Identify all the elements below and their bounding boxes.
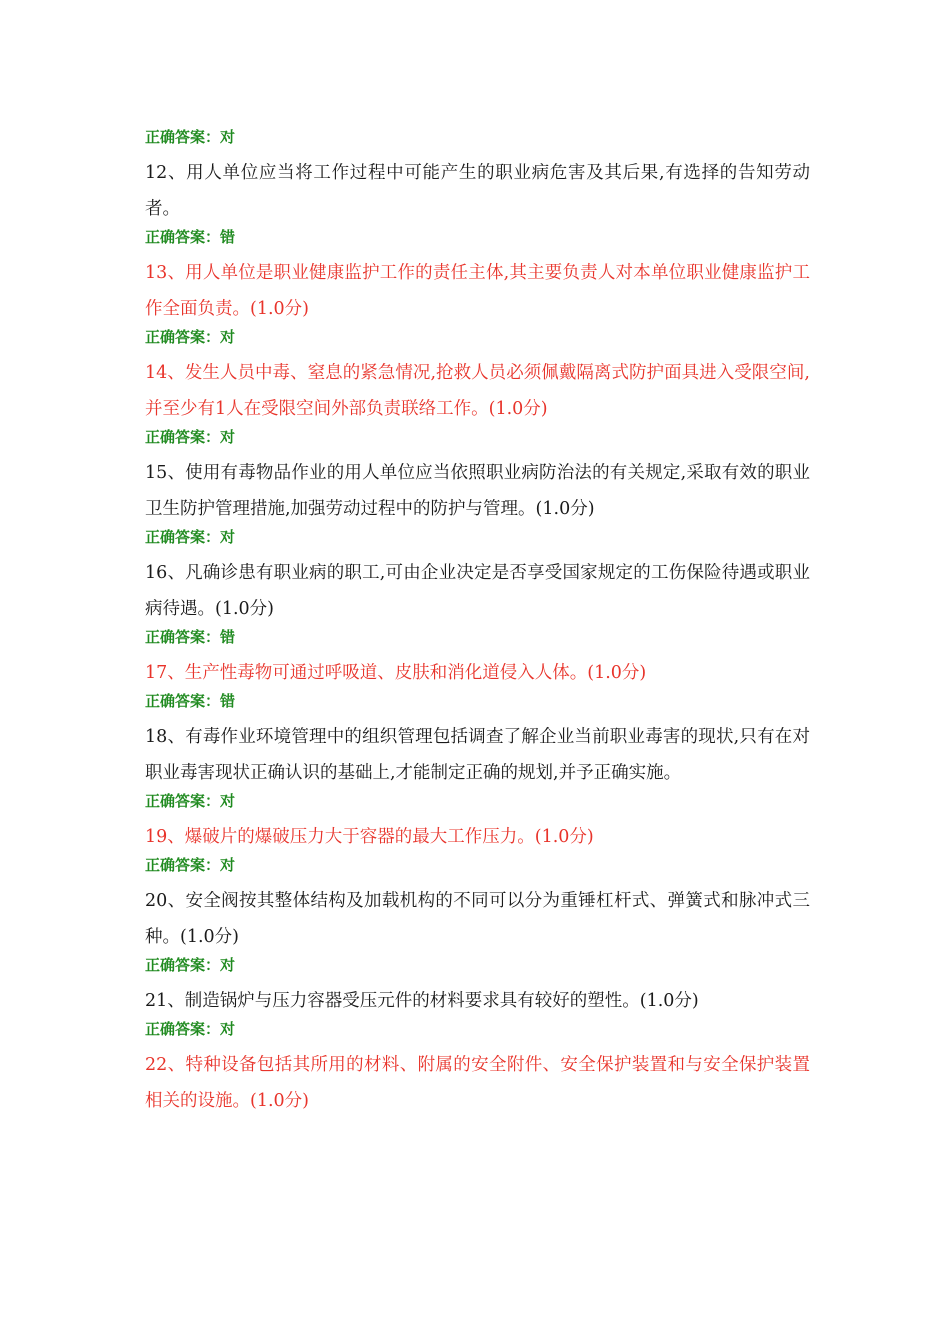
answer-line: 正确答案：对 [145,328,236,346]
answer-line: 正确答案：对 [145,1020,236,1038]
question-16: 16、凡确诊患有职业病的职工,可由企业决定是否享受国家规定的工伤保险待遇或职业病待遇。(1.0分) [145,563,810,619]
answer-line: 正确答案：错 [145,692,236,710]
answer-line: 正确答案：对 [145,856,236,874]
question-20: 20、安全阀按其整体结构及加载机构的不同可以分为重锤杠杆式、弹簧式和脉冲式三种。(1.0分) [145,891,810,947]
question-13: 13、用人单位是职业健康监护工作的责任主体,其主要负责人对本单位职业健康监护工作全面负责。(1.0分) [145,263,810,319]
question-22: 22、特种设备包括其所用的材料、附属的安全附件、安全保护装置和与安全保护装置相关的设施。(1.0分) [145,1055,810,1111]
question-21: 21、制造锅炉与压力容器受压元件的材料要求具有较好的塑性。(1.0分) [145,991,699,1011]
question-list [145,127,810,1119]
question-12: 12、用人单位应当将工作过程中可能产生的职业病危害及其后果,有选择的告知劳动者。 [145,163,810,219]
question-17: 17、生产性毒物可通过呼吸道、皮肤和消化道侵入人体。(1.0分) [145,663,647,683]
question-15: 15、使用有毒物品作业的用人单位应当依照职业病防治法的有关规定,采取有效的职业卫生防护管理措施,加强劳动过程中的防护与管理。(1.0分) [145,463,810,519]
answer-line: 正确答案：对 [145,428,236,446]
question-14: 14、发生人员中毒、窒息的紧急情况,抢救人员必须佩戴隔离式防护面具进入受限空间,并至少有1人在受限空间外部负责联络工作。(1.0分) [145,363,810,419]
answer-line: 正确答案：对 [145,956,236,974]
answer-line: 正确答案：对 [145,528,236,546]
answer-line: 正确答案：错 [145,628,236,646]
answer-line: 正确答案：对 [145,792,236,810]
question-19: 19、爆破片的爆破压力大于容器的最大工作压力。(1.0分) [145,827,594,847]
answer-line: 正确答案：错 [145,228,236,246]
answer-line: 正确答案：对 [145,128,236,146]
question-18: 18、有毒作业环境管理中的组织管理包括调查了解企业当前职业毒害的现状,只有在对职业毒害现状正确认识的基础上,才能制定正确的规划,并予正确实施。 [145,727,810,783]
